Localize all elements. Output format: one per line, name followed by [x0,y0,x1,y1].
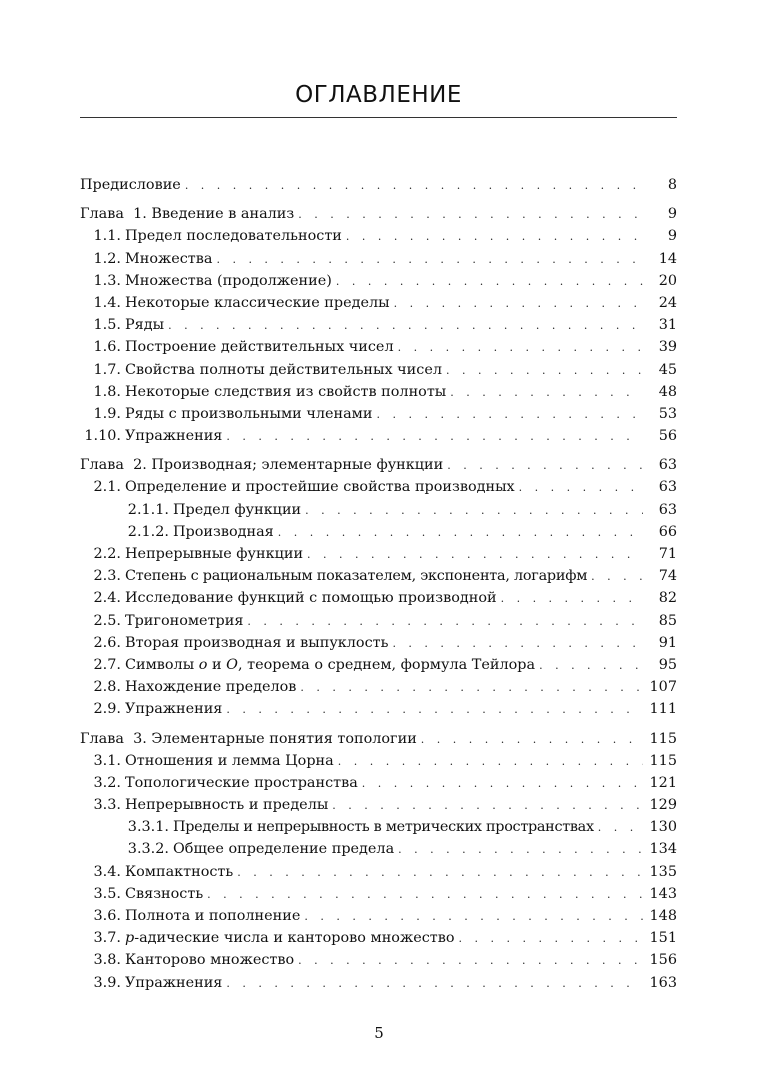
toc-number: 3.3.1. [127,819,169,836]
toc-section-2-5[interactable] [80,610,677,632]
toc-section-1-3[interactable] [80,270,677,292]
toc-page: 20 [658,272,677,289]
page-number: 5 [374,1024,384,1042]
toc-label: Упражнения [125,974,223,991]
toc-subsection-2-1-2[interactable] [80,521,677,543]
toc-chapter-1[interactable] [80,203,677,225]
toc-label-part: , теорема о среднем, формула Тейлора [237,656,536,673]
toc-page: 111 [649,701,677,718]
toc-label: Производная [173,523,274,540]
toc-label: Связность [125,885,204,902]
toc-number: 2.2. [93,546,121,562]
toc-page: 56 [658,428,677,445]
toc-number: 2.7. [93,656,121,673]
toc-page: 14 [658,250,677,267]
toc-label: Глава 3. Элементарные понятия топологии [80,730,417,747]
toc-label: Построение действительных чисел [125,339,394,356]
math-symbol-p: p [125,930,135,947]
dot-leader [346,226,643,248]
dot-leader [336,271,643,293]
dot-leader [519,477,643,499]
dot-leader [226,426,643,448]
toc-section-3-7[interactable] [80,927,677,949]
toc-page: 39 [658,339,677,356]
toc-number: 1.5. [93,317,121,334]
dot-leader [185,175,643,197]
toc-section-1-9[interactable] [80,403,677,425]
dot-leader [450,382,643,404]
toc-label: Исследование функций с помощью производной [125,590,497,607]
toc-page: 82 [658,590,677,607]
toc-number: 2.1. [93,479,121,496]
toc-section-1-7[interactable] [80,359,677,381]
dot-leader [392,633,643,655]
toc-section-3-8[interactable] [80,949,677,971]
toc-label: Топологические пространства [125,774,358,791]
toc-page: 115 [649,730,677,747]
toc-page: 63 [658,501,677,518]
dot-leader [398,337,643,359]
toc-page: 163 [649,974,677,991]
toc-chapter-3[interactable] [80,728,677,750]
toc-number: 2.4. [93,590,121,607]
toc-label: Вторая производная и выпуклость [125,634,389,651]
dot-leader [298,204,643,226]
toc-page: 121 [649,774,677,791]
toc-page: 48 [658,383,677,400]
toc-number: 3.3. [93,797,121,814]
toc-page: 31 [658,317,677,334]
dot-leader [446,360,643,382]
toc-number: 1.4. [93,294,121,311]
table-of-contents [80,174,677,994]
toc-label: Упражнения [125,428,223,445]
toc-subsection-3-3-1[interactable] [80,816,677,838]
toc-label: Глава 1. Введение в анализ [80,206,295,223]
toc-label: Ряды с произвольными членами [125,405,373,422]
toc-label [125,654,535,676]
dot-leader [298,950,643,972]
dot-leader [304,906,643,928]
toc-label: Предел функции [173,501,302,518]
toc-number: 3.9. [93,974,121,991]
toc-number: 1.1. [93,228,121,245]
toc-section-3-4[interactable] [80,861,677,883]
toc-label-part: и [207,656,227,673]
toc-number: 1.8. [93,383,121,400]
dot-leader [591,566,643,588]
toc-section-2-3[interactable] [80,565,677,587]
toc-page: 85 [658,612,677,629]
toc-label: Компактность [125,863,234,880]
toc-section-3-6[interactable] [80,905,677,927]
math-symbol-O: O [226,656,238,673]
toc-page: 91 [658,634,677,651]
toc-section-1-8[interactable] [80,381,677,403]
dot-leader [207,884,643,906]
toc-page: 130 [649,819,677,836]
toc-number: 2.5. [93,612,121,629]
toc-number: 3.5. [93,885,121,902]
toc-page: 148 [649,908,677,924]
dot-leader [168,315,643,337]
dot-leader [307,544,643,566]
toc-number: 2.8. [93,679,121,696]
toc-section-2-8[interactable] [80,676,677,698]
toc-page: 135 [649,863,677,880]
toc-number: 1.6. [93,339,121,356]
toc-number: 3.3.2. [127,841,169,858]
dot-leader [226,973,643,995]
dot-leader [598,817,643,839]
page-title: ОГЛАВЛЕНИЕ [295,82,462,108]
toc-page: 45 [658,361,677,378]
dot-leader [226,699,643,721]
toc-number: 3.1. [93,752,121,769]
toc-label: Глава 2. Производная; элементарные функции [80,457,444,474]
toc-page: 107 [649,679,677,696]
toc-label: Множества (продолжение) [125,272,332,289]
toc-label-part: Символы [125,656,199,673]
toc-label: Ряды [125,317,165,334]
title-rule [80,117,677,118]
toc-number: 2.9. [93,701,121,718]
toc-label: Нахождение пределов [125,679,297,696]
dot-leader [362,773,643,795]
toc-page: 24 [658,294,677,311]
toc-section-3-9[interactable] [80,972,677,994]
dot-leader [447,455,643,477]
toc-page: 71 [658,546,677,562]
toc-label: Некоторые следствия из свойств полноты [125,383,447,400]
toc-page: 74 [658,568,677,585]
toc-section-3-2[interactable] [80,772,677,794]
toc-label-part: -адические числа и канторово множество [134,930,455,947]
toc-section-2-2[interactable] [80,543,677,565]
toc-page: 63 [658,479,677,496]
toc-label: Полнота и пополнение [125,908,301,924]
toc-number: 3.8. [93,952,121,969]
dot-leader [501,588,643,610]
toc-entry-preface[interactable] [80,174,677,196]
dot-leader [278,522,643,544]
toc-chapter-2[interactable] [80,454,677,476]
toc-subsection-3-3-2[interactable] [80,838,677,860]
toc-label: Предисловие [80,177,181,193]
dot-leader [305,500,643,522]
dot-leader [421,729,643,751]
toc-number: 3.7. [93,930,121,947]
dot-leader [216,249,643,271]
toc-number: 2.1.1. [127,501,169,518]
toc-page: 134 [649,841,677,858]
math-symbol-o: o [198,656,208,673]
dot-leader [300,677,643,699]
toc-number: 2.1.2. [127,523,169,540]
toc-page: 8 [667,177,677,193]
dot-leader [394,293,643,315]
toc-page: 115 [649,752,677,769]
toc-section-3-3[interactable] [80,794,677,816]
toc-number: 1.7. [93,361,121,378]
toc-label: Тригонометрия [125,612,244,629]
toc-page: 156 [649,952,677,969]
toc-label: Степень с рациональным показателем, экспонента, логарифм [125,568,588,585]
toc-section-2-7[interactable] [80,654,677,676]
dot-leader [539,655,643,677]
toc-label: Пределы и непрерывность в метрических пространствах [173,819,594,836]
dot-leader [332,795,643,817]
toc-section-1-1[interactable] [80,225,677,247]
toc-section-1-6[interactable] [80,336,677,358]
toc-page: 143 [649,885,677,902]
dot-leader [338,751,643,773]
toc-section-2-4[interactable] [80,587,677,609]
dot-leader [376,404,643,426]
toc-number: 3.6. [93,908,121,924]
dot-leader [459,928,643,950]
dot-leader [237,862,643,884]
toc-label: Некоторые классические пределы [125,294,390,311]
toc-label: Непрерывность и пределы [125,797,329,814]
toc-number: 1.10. [84,428,121,445]
toc-label: Предел последовательности [125,228,342,245]
toc-page: 66 [658,523,677,540]
toc-label: Непрерывные функции [125,546,304,562]
toc-page: 53 [658,405,677,422]
toc-number: 2.6. [93,634,121,651]
toc-section-1-2[interactable] [80,248,677,270]
toc-page: 151 [649,930,677,947]
toc-number: 1.3. [93,272,121,289]
toc-page: 9 [667,206,677,223]
toc-label: Упражнения [125,701,223,718]
toc-page: 95 [658,656,677,673]
toc-section-2-6[interactable] [80,632,677,654]
toc-label: Отношения и лемма Цорна [125,752,334,769]
toc-page: 129 [649,797,677,814]
toc-section-3-1[interactable] [80,750,677,772]
toc-section-2-1[interactable] [80,476,677,498]
toc-number: 1.9. [93,405,121,422]
dot-leader [398,839,643,861]
toc-page: 9 [667,228,677,245]
toc-number: 2.3. [93,568,121,585]
toc-number: 1.2. [93,250,121,267]
toc-label: Общее определение предела [173,841,395,858]
toc-section-1-4[interactable] [80,292,677,314]
toc-section-1-5[interactable] [80,314,677,336]
toc-subsection-2-1-1[interactable] [80,499,677,521]
toc-label [125,927,455,949]
toc-page: 63 [658,457,677,474]
toc-section-1-10[interactable] [80,425,677,447]
toc-number: 3.2. [93,774,121,791]
toc-label: Определение и простейшие свойства производных [125,479,515,496]
toc-label: Канторово множество [125,952,295,969]
toc-label: Множества [125,250,213,267]
toc-section-2-9[interactable] [80,698,677,720]
dot-leader [247,611,643,633]
toc-section-3-5[interactable] [80,883,677,905]
toc-number: 3.4. [93,863,121,880]
toc-label: Свойства полноты действительных чисел [125,361,442,378]
